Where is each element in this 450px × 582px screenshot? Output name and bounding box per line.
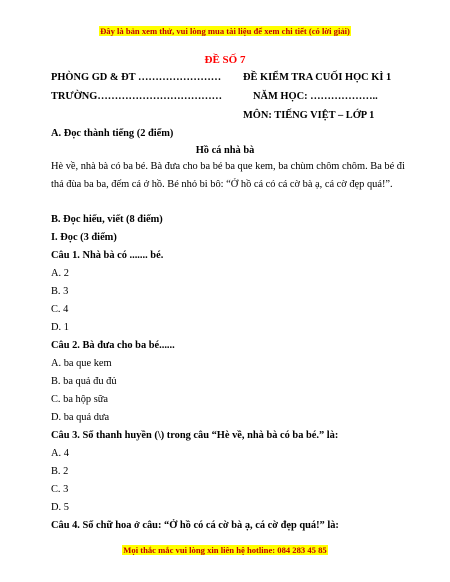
department-label: PHÒNG GD & ĐT …………………… xyxy=(51,72,222,83)
question-3-option-b: B. 2 xyxy=(51,466,69,477)
question-2-option-d: D. ba quả dưa xyxy=(51,412,110,423)
school-year: NĂM HỌC: ……………….. xyxy=(253,91,378,102)
school-label: TRƯỜNG……………………………… xyxy=(51,91,223,102)
question-2-option-b: B. ba quả đu đủ xyxy=(51,376,117,387)
question-4: Câu 4. Số chữ hoa ở câu: “Ở hồ có cá cờ bà ạ, cá cờ đẹp quá!” là: xyxy=(51,520,339,531)
exam-title: ĐỀ SỐ 7 xyxy=(204,54,246,66)
question-2-option-c: C. ba hộp sữa xyxy=(51,394,109,405)
hotline-banner xyxy=(0,545,450,555)
preview-banner xyxy=(0,26,450,36)
question-3-option-c: C. 3 xyxy=(51,484,69,495)
question-1: Câu 1. Nhà bà có ....... bé. xyxy=(51,250,164,261)
question-1-option-d: D. 1 xyxy=(51,322,69,333)
preview-banner-text: Đây là bản xem thử, vui lòng mua tài liệu để xem chi tiết (có lời giải) xyxy=(100,26,350,36)
question-2-option-a: A. ba que kem xyxy=(51,358,112,369)
question-1-option-a: A. 2 xyxy=(51,268,69,279)
question-3-option-d: D. 5 xyxy=(51,502,69,513)
question-1-option-c: C. 4 xyxy=(51,304,69,315)
exam-name: ĐỀ KIỂM TRA CUỐI HỌC KÌ 1 xyxy=(243,72,392,83)
reading-title: Hồ cá nhà bà xyxy=(195,145,255,156)
question-2: Câu 2. Bà đưa cho ba bé...... xyxy=(51,340,175,351)
subject-label: MÔN: TIẾNG VIỆT – LỚP 1 xyxy=(243,110,375,121)
question-1-option-b: B. 3 xyxy=(51,286,69,297)
question-3: Câu 3. Số thanh huyền (\) trong câu “Hè về, nhà bà có ba bé.” là: xyxy=(51,430,339,441)
section-b-heading: B. Đọc hiểu, viết (8 điểm) xyxy=(51,214,163,225)
question-3-option-a: A. 4 xyxy=(51,448,69,459)
reading-passage: Hè về, nhà bà có ba bé. Bà đưa cho ba bé ba que kem, ba chùm chôm chôm. Ba bé đi thả đùa ba ba, đếm cá ở hồ. Bé nhỏ bi bô: “Ở hồ cá có cá cờ bà ạ, cá cờ đẹp quá!”. xyxy=(51,161,405,190)
part-1-heading: I. Đọc (3 điểm) xyxy=(51,232,117,243)
section-a-heading: A. Đọc thành tiếng (2 điểm) xyxy=(51,128,174,139)
hotline-banner-text: Mọi thắc mắc vui lòng xin liên hệ hotline: 084 283 45 85 xyxy=(123,545,327,555)
